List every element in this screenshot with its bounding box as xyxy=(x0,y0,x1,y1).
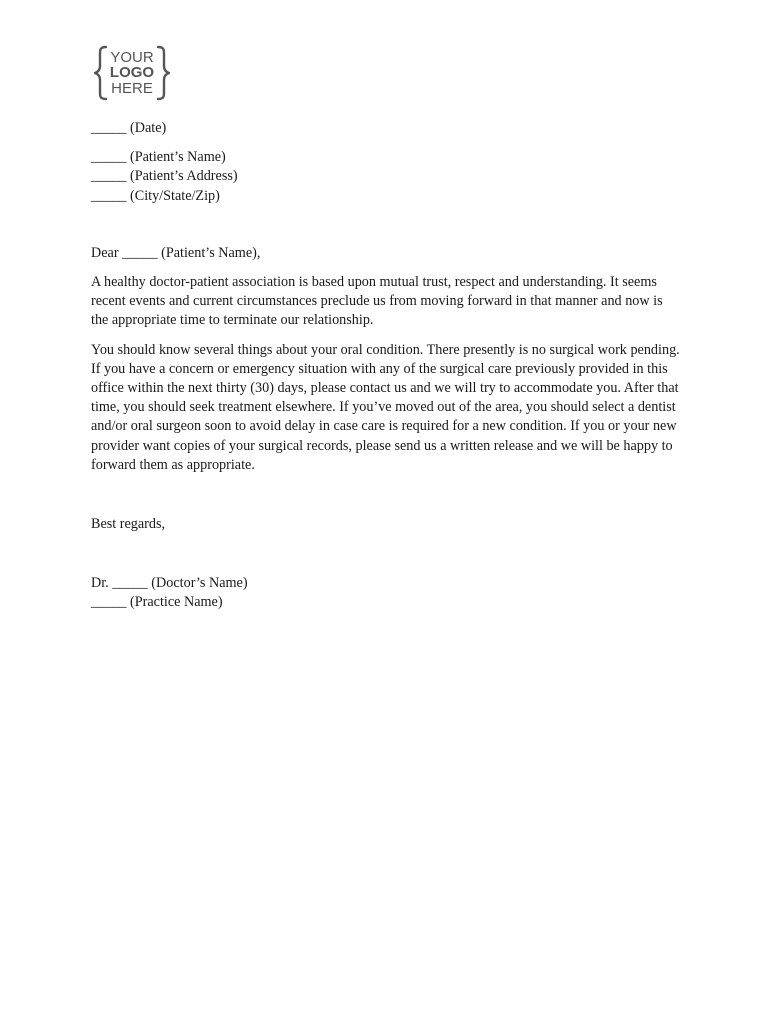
logo-line-3: HERE xyxy=(111,80,153,97)
letter-body xyxy=(91,119,681,613)
closing: Best regards, xyxy=(91,516,166,533)
logo-line-2: LOGO xyxy=(109,64,155,81)
logo-graphic xyxy=(94,44,170,102)
patient-address-field: _____ (Patient’s Address) xyxy=(91,168,238,185)
logo-line-1: YOUR xyxy=(110,49,154,66)
city-state-zip-field: _____ (City/State/Zip) xyxy=(91,187,220,204)
signature-block xyxy=(91,574,681,612)
salutation: Dear _____ (Patient’s Name), xyxy=(91,244,261,261)
logo-placeholder xyxy=(94,44,170,102)
body-paragraph-1: A healthy doctor-patient association is based upon mutual trust, respect and understanding. It seems recent events and current circumstances preclude us from moving forward in that manner and now is the appropriate time to terminate our relationship. xyxy=(91,274,663,329)
date-field: _____ (Date) xyxy=(91,120,167,136)
recipient-address xyxy=(91,148,681,206)
body-paragraph-2: You should know several things about your oral condition. There presently is no surgical work pending. If you have a concern or emergency situation with any of the surgical care previously provided in this office within the next thirty (30) days, please contact us and we will try to accommodate you. After that time, you should seek treatment elsewhere. If you’ve moved out of the area, you should select a dentist and/or oral surgeon soon to avoid delay in case care is required for a new condition. If you or your new provider want copies of your surgical records, please send us a written release and we will be happy to forward them as appropriate. xyxy=(91,341,680,473)
doctor-name-field: Dr. _____ (Doctor’s Name) xyxy=(91,575,248,592)
practice-name-field: _____ (Practice Name) xyxy=(91,594,223,611)
patient-name-field: _____ (Patient’s Name) xyxy=(91,149,226,166)
right-brace-icon xyxy=(158,47,169,99)
left-brace-icon xyxy=(95,47,106,99)
